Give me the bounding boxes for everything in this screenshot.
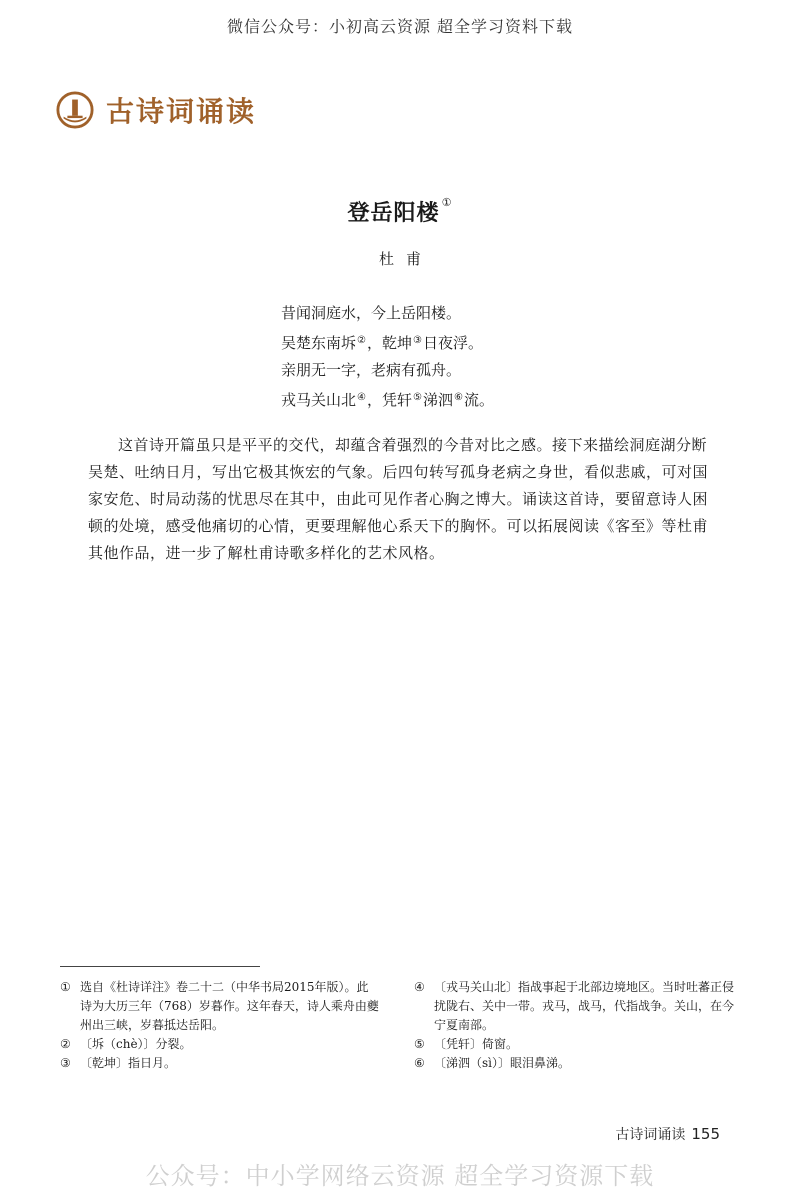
footnote-number: ② — [60, 1037, 71, 1051]
footnote-text: 〔涕泗（sì）〕眼泪鼻涕。 — [434, 1056, 570, 1070]
footnotes-right — [414, 978, 734, 1073]
section-header — [56, 90, 256, 130]
page-footer — [560, 1124, 720, 1144]
footnotes-left — [60, 978, 380, 1073]
poem-line — [281, 357, 494, 384]
footnote-text: 〔坼（chè）〕分裂。 — [80, 1037, 192, 1051]
section-logo-icon — [56, 91, 94, 129]
footnote-number: ⑤ — [414, 1037, 425, 1051]
poem-line-text: 涕泗 — [422, 391, 453, 409]
poem-line-text: ，凭轩 — [366, 391, 412, 409]
footnote-text: 〔凭轩〕倚窗。 — [434, 1037, 519, 1051]
poem-line-text: 亲朋无一字，老病有孤舟。 — [281, 361, 462, 379]
footnote — [414, 978, 734, 1035]
footnote-number: ③ — [60, 1056, 71, 1070]
poem-line — [281, 327, 494, 357]
poem-line-text: 日夜浮。 — [422, 334, 483, 352]
poem-line-text: 流。 — [463, 391, 494, 409]
footnote-number: ① — [60, 980, 71, 994]
note-ref: ⑥ — [453, 392, 463, 403]
note-ref: ⑤ — [413, 392, 422, 403]
footnote — [414, 1054, 734, 1073]
footnote-number: ④ — [414, 980, 425, 994]
note-ref: ③ — [413, 335, 422, 346]
poem-line — [281, 300, 494, 327]
poem-body — [281, 300, 494, 414]
top-watermark: 微信公众号：小初高云资源 超全学习资料下载 — [226, 17, 574, 36]
footnote-number: ⑥ — [414, 1056, 425, 1070]
poem-line-text: 吴楚东南坼 — [281, 334, 357, 352]
note-ref: ④ — [357, 392, 366, 403]
poem-line-text: 戎马关山北 — [281, 391, 357, 409]
footnote-text: 〔戎马关山北〕指战事起于北部边境地区。当时吐蕃正侵扰陇右、关中一带。戎马，战马，代指战争。关山，在今宁夏南部。 — [434, 980, 735, 1032]
commentary-paragraph: 这首诗开篇虽只是平平的交代，却蕴含着强烈的今昔对比之感。接下来描绘洞庭湖分断吴楚、吐纳日月，写出它极其恢宏的气象。后四句转写孤身老病之身世，看似悲戚，可对国家安危、时局动荡的忧思尽在其中，由此可见作者心胸之博大。诵读这首诗，要留意诗人困顿的处境，感受他痛切的心情，更要理解他心系天下的胸怀。可以拓展阅读《客至》等杜甫其他作品，进一步了解杜甫诗歌多样化的艺术风格。 — [88, 436, 709, 562]
footnote-text: 选自《杜诗详注》卷二十二（中华书局2015年版）。此诗为大历三年（768）岁暮作。这年春天，诗人乘舟由夔州出三峡，岁暮抵达岳阳。 — [80, 980, 379, 1032]
poem-title-note: ① — [441, 196, 453, 209]
poem-line — [281, 384, 494, 414]
section-title: 古诗词诵读 — [106, 95, 257, 128]
footnote — [60, 978, 380, 1035]
footnote-divider — [60, 966, 260, 967]
page-number: 155 — [691, 1125, 720, 1143]
poem-line-text: 昔闻洞庭水，今上岳阳楼。 — [281, 304, 462, 322]
poem-title — [0, 196, 800, 227]
footnote — [60, 1035, 380, 1054]
poem-line-text: ，乾坤 — [366, 334, 412, 352]
note-ref: ② — [357, 335, 366, 346]
bottom-watermark: 公众号：中小学网络云资源 超全学习资源下载 — [145, 1162, 655, 1190]
footnote-text: 〔乾坤〕指日月。 — [80, 1056, 177, 1070]
footer-section-title: 古诗词诵读 — [615, 1127, 686, 1143]
footnote — [414, 1035, 734, 1054]
footnote — [60, 1054, 380, 1073]
poem-author: 杜甫 — [378, 250, 433, 268]
poem-title-text: 登岳阳楼 — [347, 201, 440, 226]
